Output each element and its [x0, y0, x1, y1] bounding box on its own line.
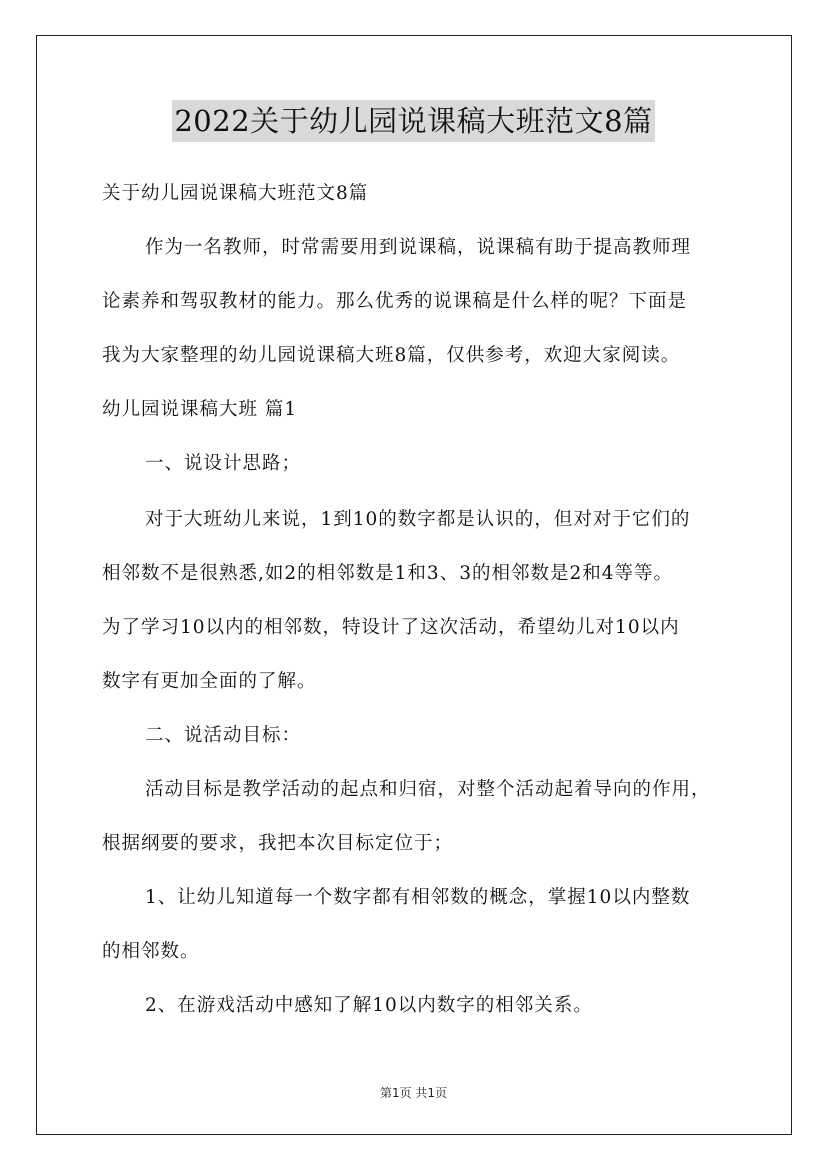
section-heading: 幼儿园说课稿大班 篇1 — [102, 399, 298, 420]
list-item-line: 的相邻数。 — [102, 941, 200, 962]
page-footer — [0, 1084, 827, 1101]
title-container — [0, 100, 827, 142]
paragraph-line: 论素养和驾驭教材的能力。那么优秀的说课稿是什么样的呢？下面是 — [102, 291, 688, 312]
document-title: 2022关于幼儿园说课稿大班范文8篇 — [172, 100, 654, 142]
paragraph-line: 对于大班幼儿来说，1到10的数字都是认识的，但对对于它们的 — [145, 509, 691, 530]
paragraph-line: 作为一名教师，时常需要用到说课稿，说课稿有助于提高教师理 — [145, 237, 692, 258]
page-number: 第1页 共1页 — [379, 1086, 448, 1100]
subheading: 一、说设计思路； — [145, 453, 302, 474]
paragraph-line: 活动目标是教学活动的起点和归宿，对整个活动起着导向的作用， — [145, 779, 711, 800]
subheading: 二、说活动目标： — [145, 725, 302, 746]
paragraph-line: 我为大家整理的幼儿园说课稿大班8篇，仅供参考，欢迎大家阅读。 — [102, 345, 681, 366]
list-item-line: 1、让幼儿知道每一个数字都有相邻数的概念，掌握10以内整数 — [145, 887, 691, 908]
paragraph-line: 为了学习10以内的相邻数，特设计了这次活动，希望幼儿对10以内 — [102, 617, 680, 638]
paragraph-line: 数字有更加全面的了解。 — [102, 671, 317, 692]
paragraph-line: 根据纲要的要求，我把本次目标定位于； — [102, 833, 454, 854]
list-item-line: 2、在游戏活动中感知了解10以内数字的相邻关系。 — [145, 995, 593, 1016]
paragraph-line: 相邻数不是很熟悉,如2的相邻数是1和3、3的相邻数是2和4等等。 — [102, 563, 674, 584]
subtitle-line: 关于幼儿园说课稿大班范文8篇 — [102, 183, 369, 204]
